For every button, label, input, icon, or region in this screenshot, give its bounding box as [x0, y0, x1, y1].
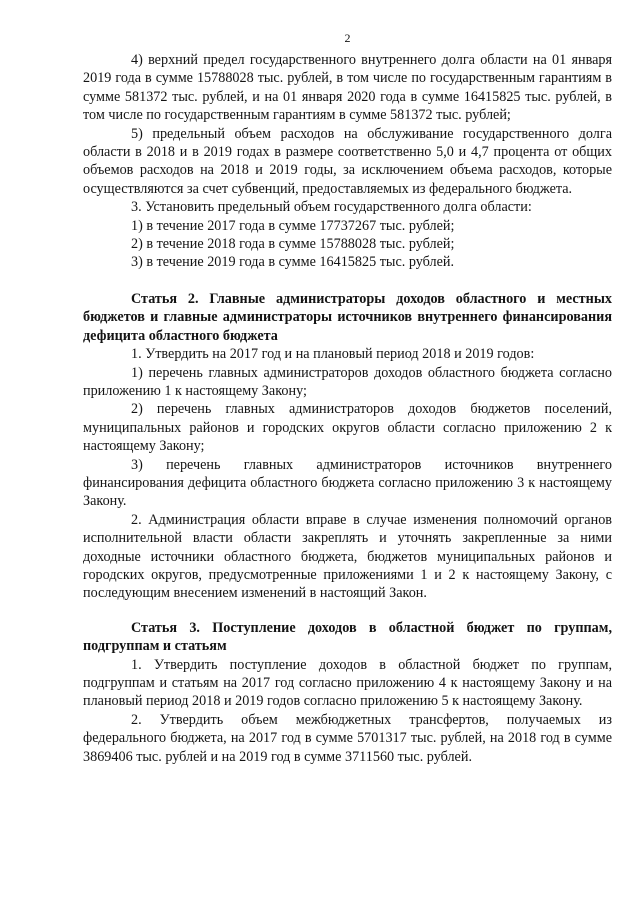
article-3-paragraph-1: 1. Утвердить поступление доходов в областной бюджет по группам, подгруппам и статьям на 2017 год согласно приложению 4 к настоящему Закону и на плановый период 2018 и 2019 годов согласно приложению 5 к настоящему Закону. — [83, 656, 612, 710]
list-item: 3) в течение 2019 года в сумме 16415825 тыс. рублей. — [131, 254, 455, 271]
spacer — [83, 272, 612, 290]
article-2-item-3: 3) перечень главных администраторов источников внутреннего финансирования дефицита областного бюджета согласно приложению 3 к настоящему Закону. — [83, 456, 612, 510]
list-item: 1) в течение 2017 года в сумме 17737267 тыс. рублей; — [131, 217, 455, 234]
page-number: 2 — [344, 31, 351, 45]
spacer — [83, 603, 612, 619]
paragraph-4-debt-upper-limit: 4) верхний предел государственного внутреннего долга области на 01 января 2019 года в сумме 15788028 тыс. рублей, в том числе по государственным гарантиям в сумме 581372 тыс. рублей, и на 01 января 2020 года в сумме 16415825 тыс. рублей, в том числе по государственным гарантиям в сумме 581372 тыс. рублей; — [83, 52, 612, 124]
article-2-paragraph-1: 1. Утвердить на 2017 год и на плановый период 2018 и 2019 годов: — [131, 346, 535, 363]
paragraph-5-debt-service-limit: 5) предельный объем расходов на обслуживание государственного долга области в 2018 и в 2019 годах в размере соответственно 5,0 и 4,7 процента от общих объемов расходов на 2018 и 2019 годы, за исключением объема расходов, которые осуществляются за счет субвенций, предоставляемых из федерального бюджета. — [83, 125, 612, 197]
list-item: 2) в течение 2018 года в сумме 15788028 тыс. рублей; — [131, 236, 455, 253]
article-2-heading: Статья 2. Главные администраторы доходов областного и местных бюджетов и главные администраторы источников внутреннего финансирования дефицита областного бюджета — [83, 290, 612, 344]
article-2-item-1: 1) перечень главных администраторов доходов областного бюджета согласно приложению 1 к настоящему Закону; — [83, 364, 612, 399]
article-3-heading: Статья 3. Поступление доходов в областной бюджет по группам, подгруппам и статьям — [83, 619, 612, 655]
article-2-paragraph-2: 2. Администрация области вправе в случае изменения полномочий органов исполнительной власти области закреплять и уточнять закрепленные за ними доходные источники областного бюджета, бюджетов муниципальных районов и городских округов, предусмотренные приложениями 1 и 2 к настоящему Закону, с последующим внесением изменений в настоящий Закон. — [83, 511, 612, 602]
paragraph-part-3: 3. Установить предельный объем государственного долга области: — [131, 199, 532, 216]
article-3-paragraph-2: 2. Утвердить объем межбюджетных трансфертов, получаемых из федерального бюджета, на 2017 год в сумме 5701317 тыс. рублей, на 2018 год в сумме 3869406 тыс. рублей и на 2019 год в сумме 3711560 тыс. рублей. — [83, 711, 612, 765]
article-2-item-2: 2) перечень главных администраторов доходов бюджетов поселений, муниципальных районов и городских округов области согласно приложению 2 к настоящему Закону; — [83, 401, 612, 455]
